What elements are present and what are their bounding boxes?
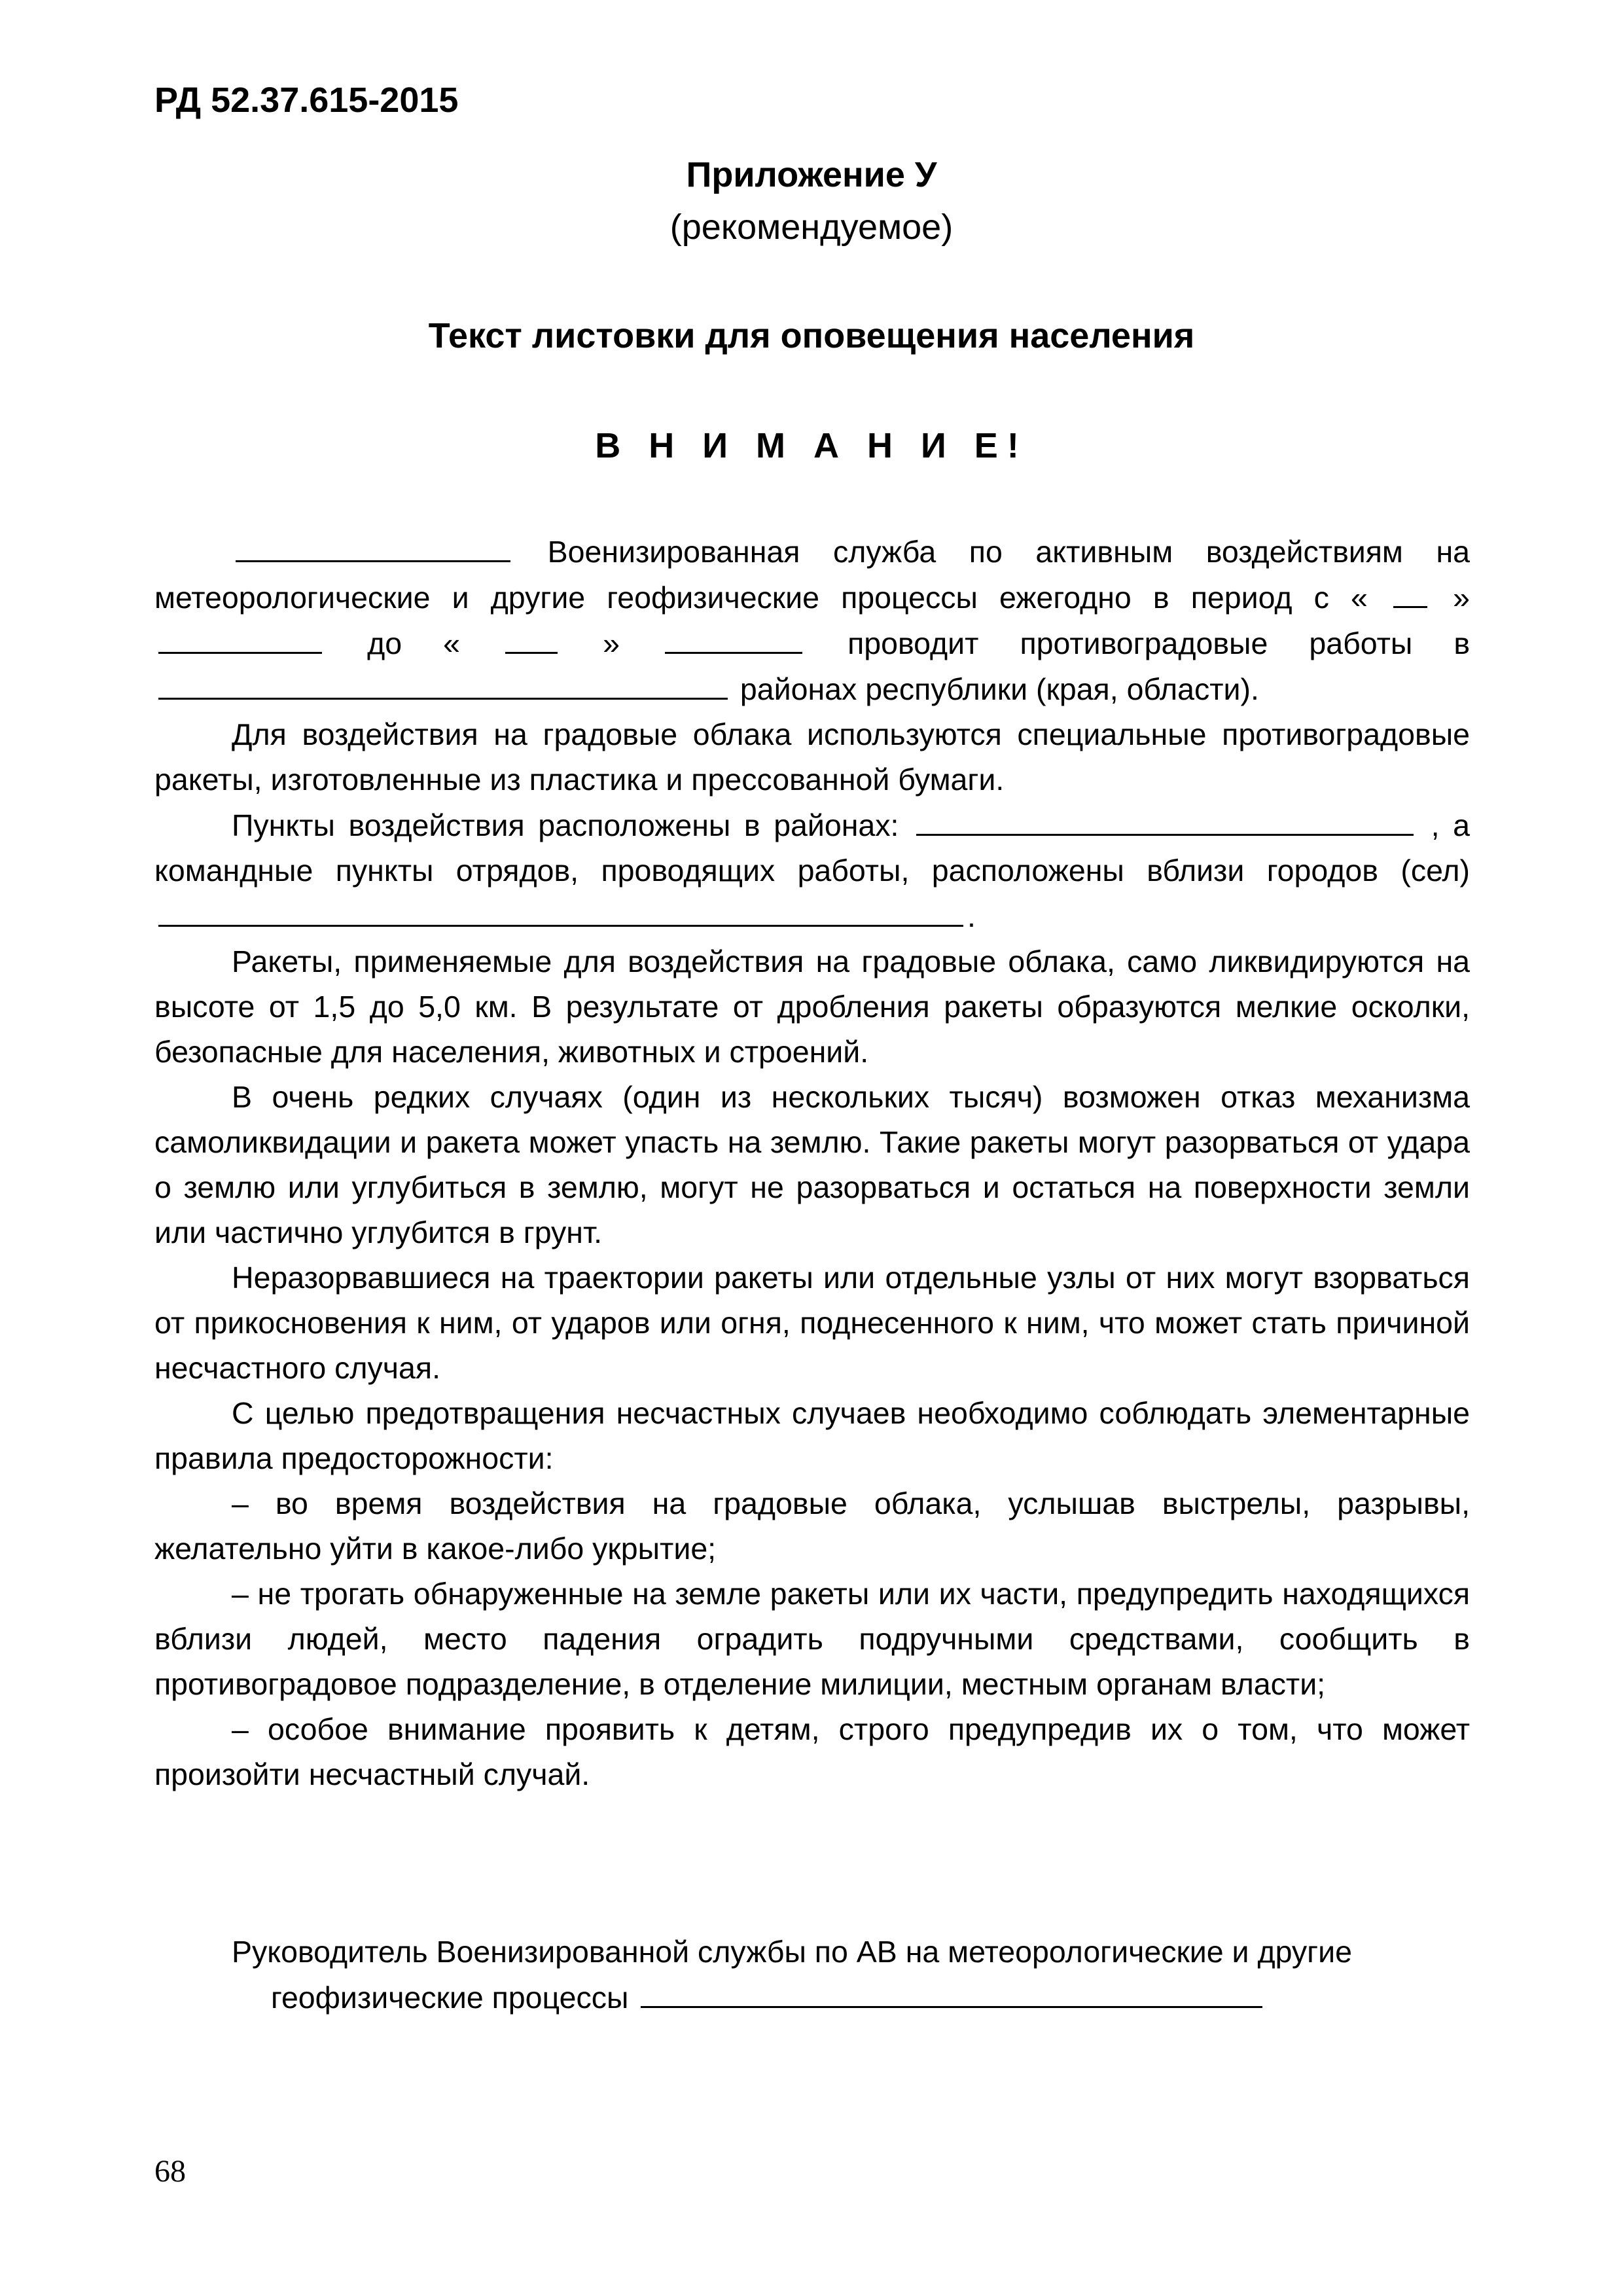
blank-signature [641,1975,1262,2008]
blank-start-month [158,620,322,654]
text-fragment: Пункты воздействия расположены в районах: [232,808,899,842]
signature-title-text: геофизические процессы [271,1981,629,2015]
text-fragment: проводит противоградовые работы в [847,626,1471,660]
appendix-title: Приложение У [686,155,937,194]
blank-region [158,666,728,700]
signature-line-2 [232,1975,1469,2020]
precaution-item-do-not-touch: – не трогать обнаруженные на земле ракеты или их части, предупредить находящихся вблизи людей, место падения оградить подручными средствами, сообщить в противоградовое подразделение, в отделение милиции, местным органам власти; [154,1577,1470,1701]
blank-start-day [1393,575,1427,608]
document-code: РД 52.37.615-2015 [154,81,459,120]
text-fragment: , а командные пункты отрядов, проводящих работы, расположены вблизи городов (сел) [154,808,1470,888]
paragraph-rare-failures: В очень редких случаях (один из нескольких тысяч) возможен отказ механизма самоликвидации и ракета может упасть на землю. Такие ракеты могут разорваться от удара о землю или углубиться в землю, могут не разорваться и остаться на поверхности земли или частично углубится в грунт. [154,1080,1470,1249]
appendix-note: (рекомендуемое) [669,207,954,247]
blank-districts [916,802,1414,836]
signature-block [232,1929,1469,2020]
paragraph-service-period [154,529,1470,712]
leaflet-body [154,529,1470,1797]
attention-heading: В Н И М А Н И Е! [595,426,1028,465]
paragraph-locations [154,802,1470,939]
blank-service-name [236,529,510,562]
text-fragment: районах республики (края, области). [740,672,1259,706]
precaution-item-shelter: – во время воздействия на градовые облака, услышав выстрелы, разрывы, желательно уйти в какое-либо укрытие; [154,1486,1470,1566]
paragraph-rockets: Для воздействия на градовые облака используются специальные противоградовые ракеты, изготовленные из пластика и прессованной бумаги. [154,717,1470,797]
paragraph-danger: Неразорвавшиеся на траектории ракеты или отдельные узлы от них могут взорваться от прикосновения к ним, от ударов или огня, поднесенного к ним, что может стать причиной несчастного случая. [154,1261,1470,1385]
text-fragment: до « [367,626,460,660]
precaution-item-children: – особое внимание проявить к детям, строго предупредив их о том, что может произойти несчастный случай. [154,1712,1470,1791]
text-fragment: » [603,626,620,660]
page-number: 68 [154,2154,186,2189]
paragraph-self-destruct: Ракеты, применяемые для воздействия на градовые облака, само ликвидируются на высоте от 1,5 до 5,0 км. В результате от дробления ракеты образуются мелкие осколки, безопасные для населения, животных и строений. [154,944,1470,1069]
leaflet-title: Текст листовки для оповещения населения [428,316,1195,355]
text-fragment: . [967,899,976,933]
blank-end-day [505,620,558,654]
text-fragment: Военизированная служба по активным воздействиям на метеорологические и другие геофизические процессы ежегодно в период с « [154,535,1471,615]
text-fragment: » [1453,581,1471,615]
signature-line-1: Руководитель Военизированной службы по АВ на метеорологические и другие [232,1935,1352,1969]
paragraph-precautions-intro: С целью предотвращения несчастных случаев необходимо соблюдать элементарные правила предосторожности: [154,1396,1470,1475]
blank-end-month [665,620,802,654]
blank-towns [158,893,963,927]
